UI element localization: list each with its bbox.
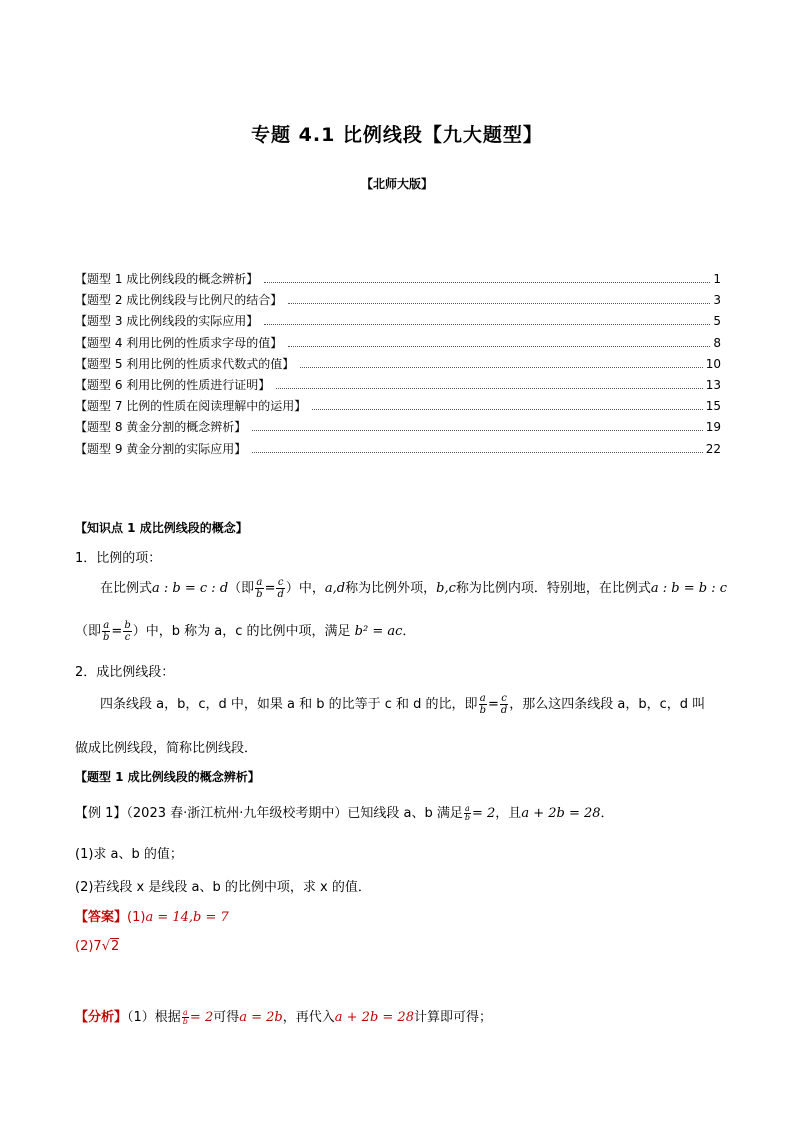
toc-entry-3[interactable] xyxy=(75,312,721,333)
toc-entry-5[interactable] xyxy=(75,355,721,376)
fraction: $\frac{c}{d}$ xyxy=(500,693,508,716)
toc-leader xyxy=(264,323,710,325)
toc-label: 【题型 4 利用比例的性质求字母的值】 xyxy=(75,335,283,350)
fraction: $\frac{a}{b}$ xyxy=(256,577,263,600)
edition-label: 【北师大版】 xyxy=(360,177,433,191)
analysis-label: 【分析】 xyxy=(75,1010,128,1025)
toc-leader xyxy=(276,387,702,389)
toc-label: 【题型 8 黄金分割的概念辨析】 xyxy=(75,420,247,435)
toc-leader xyxy=(300,366,702,368)
question-1: (1)求 a、b 的值； xyxy=(75,847,183,862)
knowledge-heading: 【知识点 1 成比例线段的概念】 xyxy=(75,521,248,535)
answer-2: (2)7√2 xyxy=(75,939,120,954)
paragraph-2: （即 $\frac{a}{b}$ = $\frac{b}{c}$ ）中，b 称为 a，c 的比例中项，满足 b² = ac． xyxy=(75,620,416,643)
answer-1: 【答案】(1)a = 14,b = 7 xyxy=(75,910,229,925)
toc-label: 【题型 3 成比例线段的实际应用】 xyxy=(75,314,259,329)
toc-page-number: 19 xyxy=(705,420,721,435)
toc-entry-7[interactable] xyxy=(75,397,721,418)
table-of-contents xyxy=(75,270,721,461)
toc-leader xyxy=(252,451,702,453)
item2-title: 2．成比例线段： xyxy=(75,665,175,680)
toc-leader xyxy=(288,302,710,304)
toc-label: 【题型 6 利用比例的性质进行证明】 xyxy=(75,377,271,392)
toc-entry-2[interactable] xyxy=(75,291,721,312)
paragraph-3: 四条线段 a，b，c，d 中，如果 a 和 b 的比等于 c 和 d 的比，即 $\frac{a}{b}$ = $\frac{c}{d}$ ，那么这四条线段 a，b，c，d 叫 xyxy=(100,693,706,716)
toc-entry-1[interactable] xyxy=(75,270,721,291)
paragraph-4: 做成比例线段，简称比例线段． xyxy=(75,741,258,756)
toc-leader xyxy=(288,345,710,347)
item1-title: 1．比例的项： xyxy=(75,551,162,566)
fraction: $\frac{a}{b}$ xyxy=(182,1008,188,1026)
fraction: $\frac{c}{d}$ xyxy=(277,577,284,600)
answer-label: 【答案】 xyxy=(75,910,128,925)
type1-heading: 【题型 1 成比例线段的概念辨析】 xyxy=(75,770,260,784)
toc-label: 【题型 1 成比例线段的概念辨析】 xyxy=(75,272,259,286)
page-title: 专题 4.1 比例线段【九大题型】 xyxy=(251,124,543,146)
toc-entry-9[interactable] xyxy=(75,440,721,461)
toc-label: 【题型 5 利用比例的性质求代数式的值】 xyxy=(75,356,295,371)
toc-entry-4[interactable] xyxy=(75,334,721,355)
toc-page-number: 5 xyxy=(713,314,721,329)
fraction: $\frac{a}{b}$ xyxy=(103,620,110,643)
toc-page-number: 8 xyxy=(713,335,721,350)
question-2: (2)若线段 x 是线段 a、b 的比例中项，求 x 的值． xyxy=(75,880,371,895)
fraction: $\frac{a}{b}$ xyxy=(479,693,486,716)
fraction: $\frac{b}{c}$ xyxy=(124,620,131,643)
toc-entry-6[interactable] xyxy=(75,376,721,397)
toc-page-number: 13 xyxy=(705,377,721,392)
toc-label: 【题型 2 成比例线段与比例尺的结合】 xyxy=(75,293,283,308)
toc-leader xyxy=(312,408,702,410)
fraction: $\frac{a}{b}$ xyxy=(464,804,470,822)
toc-page-number: 10 xyxy=(705,356,721,371)
toc-label: 【题型 9 黄金分割的实际应用】 xyxy=(75,441,247,456)
toc-leader xyxy=(264,281,710,283)
toc-page-number: 1 xyxy=(713,272,721,286)
toc-page-number: 15 xyxy=(705,399,721,414)
paragraph-1: 在比例式a : b = c : d（即 $\frac{a}{b}$ = $\frac{c}{d}$ ）中，a,d称为比例外项，b,c称为比例内项．特别地，在比例式a : b = b : c xyxy=(100,577,728,600)
toc-leader xyxy=(252,429,702,431)
toc-page-number: 22 xyxy=(705,441,721,456)
analysis: 【分析】（1）根据 $\frac{a}{b}$ = 2可得a = 2b，再代入a + 2b = 28计算即可得； xyxy=(75,1008,492,1026)
example-1: 【例 1】（2023 春·浙江杭州·九年级校考期中）已知线段 a、b 满足 $\frac{a}{b}$ = 2，且a + 2b = 28． xyxy=(75,804,614,822)
toc-label: 【题型 7 比例的性质在阅读理解中的运用】 xyxy=(75,399,307,414)
toc-page-number: 3 xyxy=(713,293,721,308)
toc-entry-8[interactable] xyxy=(75,418,721,439)
